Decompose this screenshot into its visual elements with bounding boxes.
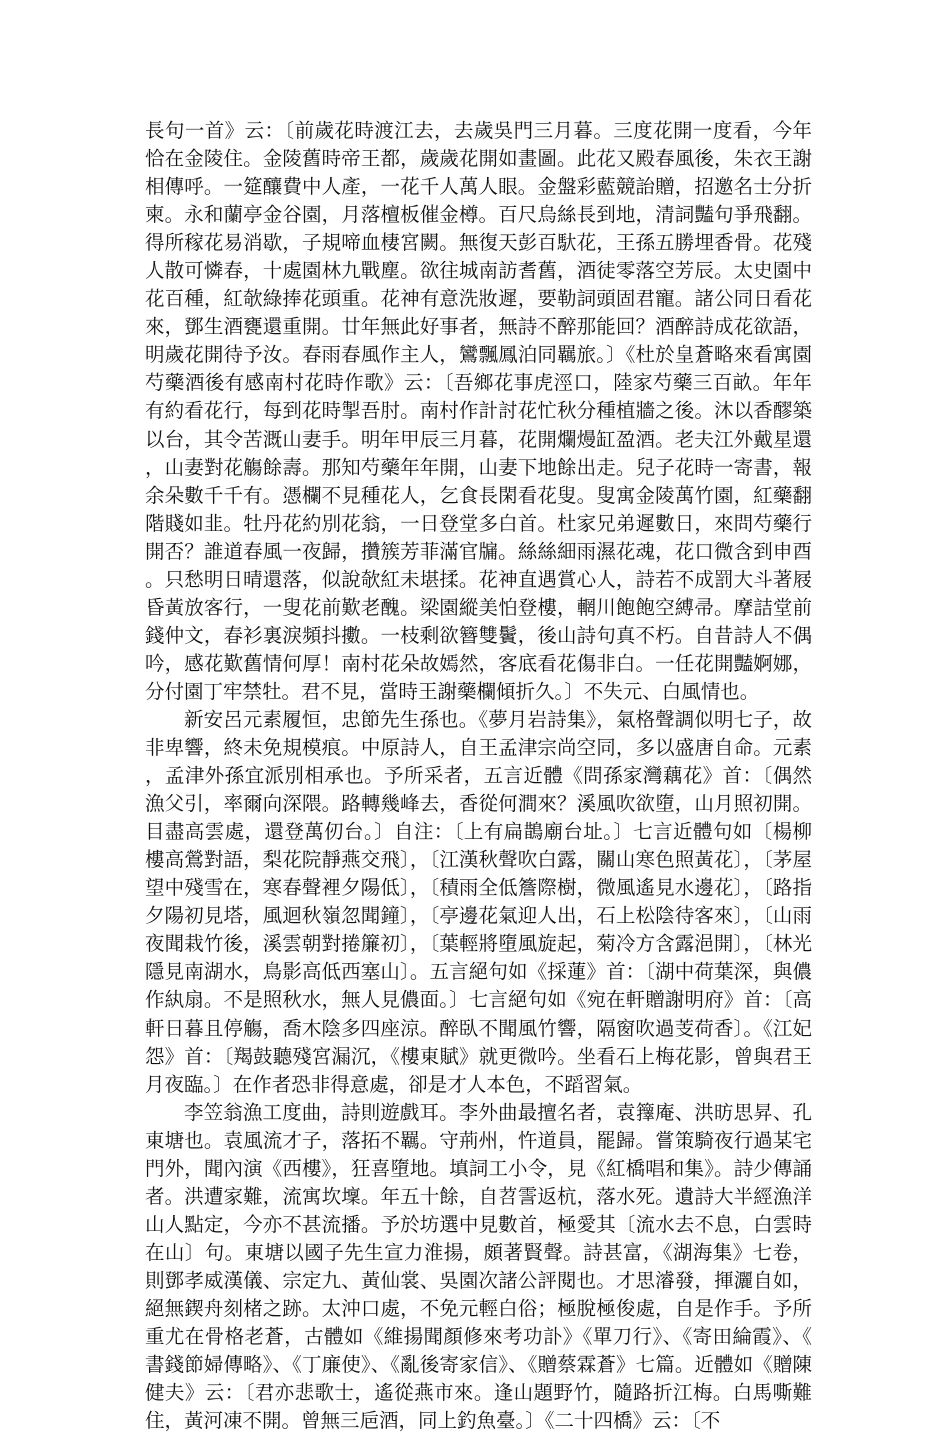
paragraph-li-liweng: 李笠翁漁工度曲，詩則遊戲耳。李外曲最擅名者，袁籜庵、洪昉思昇、孔東塘也。袁風流才子，落拓不羈。守荊州，忤道員，罷歸。嘗策騎夜行過某宅門外，聞內演《西樓》，狂喜墮地。填詞工小令，見《紅橋唱和集》。詩少傳誦者。洪遭家難，流寓坎壈。年五十餘，自苕霅返杭，落水死。遺詩大半經漁洋山人點定，今亦不甚流播。予於坊選中見數首，極愛其〔流水去不息，白雲時在山〕句。東塘以國子先生宣力淮揚，頗著賢聲。詩甚富，《湖海集》七卷，則鄧孝威漢儀、宗定九、黃仙裳、吳園次諸公評閱也。才思濬發，揮灑自如，絕無鍥舟刻楮之跡。太沖口處，不免元輕白俗；極脫極俊處，自是作手。予所重尤在骨格老蒼，古體如《維揚聞顏修來考功訃》《單刀行》、《寄田綸霞》、《書錢節婦傳略》、《丁廉使》、《亂後寄家信》、《贈蔡霖蒼》七篇。近體如《贈陳健夫》云：〔君亦悲歌士，遙從燕市來。逢山題野竹，隨路折江梅。白馬嘶難住，黃河凍不開。曾無三巵酒，同上釣魚臺。〕《二十四橋》云：〔不 <box>145 1100 812 1433</box>
paragraph-continuation: 長句一首》云：〔前歲花時渡江去，去歲吳門三月暮。三度花開一度看，今年恰在金陵住。金陵舊時帝王都，歲歲花開如畫圖。此花又殿春風後，朱衣王謝相傳呼。一筵釀費中人產，一花千人萬人眼。金盤彩藍競詒贈，招邀名士分折柬。永和蘭亭金谷園，月落檀板催金樽。百尺烏絲長到地，清詞豔句爭飛翻。得所稼花易消歇，子規啼血棲宮闕。無復天彭百馱花，王孫五勝埋香骨。花殘人散可憐春，十處園林九戰塵。欲往城南訪耆舊，酒徒零落空芳辰。太史園中花百種，紅欹綠捧花頭重。花神有意洗妝遲，要勒詞頭固君寵。諸公同日看花來，鄧生酒甕還重開。廿年無此好事者，無詩不醉那能回？酒醉詩成花欲語，明歲花開待予汝。春雨春風作主人，鸞飄鳳泊同羈旅。〕《杜於皇蒼略來看寓園芍藥酒後有感南村花時作歌》云：〔吾鄉花事虎涇口，陸家芍藥三百畝。年年有約看花行，每到花時掣吾肘。南村作計討花忙秋分種植牆之後。沐以香醪築以台，其令苦溉山妻手。明年甲辰三月暮，花開爛熳缸盈酒。老夫江外戴星還，山妻對花觴餘壽。那知芍藥年年開，山妻下地餘出走。兒子花時一寄書，報余朵數千千有。憑欄不見種花人，乞食長閑看花叟。叟寓金陵萬竹園，紅藥翻階賤如韭。牡丹花約別花翁，一日登堂多白首。杜家兄弟遲數日，來問芍藥行開否？誰道春風一夜歸，攢簇芳菲滿官牖。絲絲細雨濕花魂，花口微含到申酉。只愁明日晴還落，似說欹紅未堪揉。花神直遇賞心人，詩若不成罰大斗著屐昏黃放客行，一叟花前歎老醜。梁園縱美怕登樓，輞川飽飽空縛帚。摩詰堂前錢仲文，春衫裏淚頻抖擻。一枝剩欲簪雙鬢，後山詩句真不朽。自昔詩人不偶吟，感花歎舊情何厚！南村花朵故嫣然，客底看花傷非白。一任花開豔婀娜，分付園丁牢禁牡。君不見，當時王謝藥欄傾折久。〕不失元、白風情也。 <box>145 119 812 703</box>
paragraph-lu-yuansu: 新安呂元素履恒，忠節先生孫也。《夢月岩詩集》，氣格聲調似明七子，故非卑響，終未免規模痕。中原詩人，自王孟津宗尚空同，多以盛唐自命。元素，孟津外孫宜派別相承也。予所采者，五言近體《問孫家灣藕花》首：〔偶然漁父引，率爾向深隈。路轉幾峰去，香從何澗來？溪風吹欲墮，山月照初開。目盡高雲處，還登萬仞台。〕自注：〔上有扁鵲廟台址。〕七言近體句如〔楊柳樓高鶯對語，梨花院靜燕交飛〕，〔江漢秋聲吹白露，關山寒色照黃花〕，〔茅屋望中殘雪在，寒春聲裡夕陽低〕，〔積雨全低簷際樹，微風遙見水邊花〕，〔路指夕陽初見塔，風迴秋嶺忽聞鐘〕，〔亭邊花氣迎人出，石上松陰待客來〕，〔山雨夜聞栽竹後，溪雲朝對捲簾初〕，〔葉輕將墮風旋起，菊冷方含露浥開〕，〔林光隱見南湖水，鳥影高低西塞山〕。五言絕句如《採蓮》首：〔湖中荷葉深，與儂作紈扇。不是照秋水，無人見儂面。〕七言絕句如《宛在軒贈謝明府》首：〔高軒日暮且停觴，喬木陰多四座涼。醉臥不聞風竹響，隔窗吹過芰荷香〕。《江妃怨》首：〔羯鼓聽殘宮漏沉，《樓東賦》就更微吟。坐看石上梅花影，曾與君王月夜臨。〕在作者恐非得意處，卻是才人本色，不蹈習氣。 <box>145 707 812 1096</box>
document-body <box>145 117 812 1435</box>
